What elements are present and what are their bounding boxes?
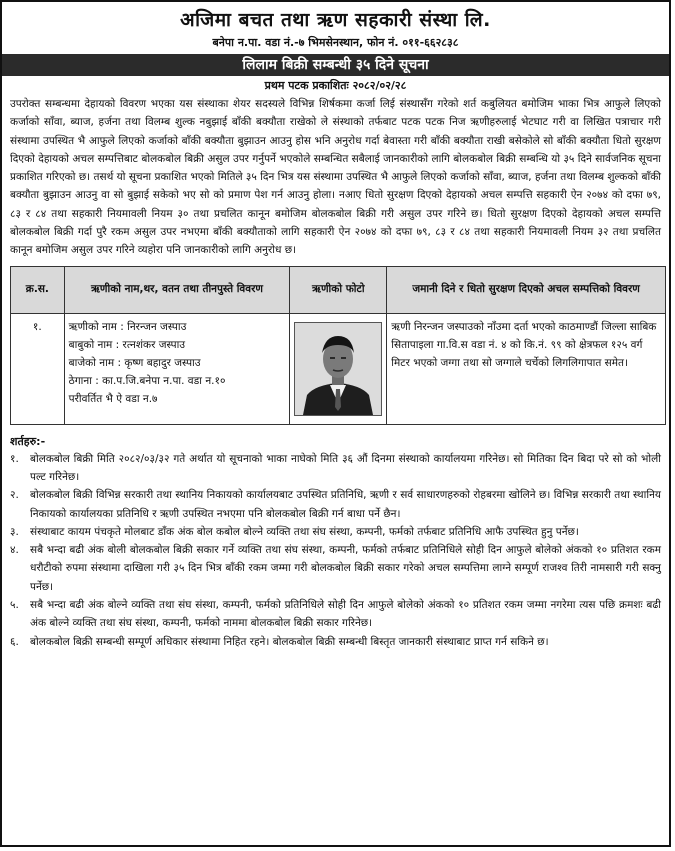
term-item — [10, 486, 661, 523]
term-number: ३. — [10, 525, 19, 538]
term-number: ५. — [10, 599, 19, 612]
term-item — [10, 523, 661, 541]
debtor-photo — [294, 322, 382, 416]
org-address: बनेपा न.पा. वडा नं.-७ भिमसेनस्थान, फोन नं. ०११-६६२८३८ — [212, 36, 459, 49]
col-header-sn: क्र.स. — [11, 266, 65, 313]
col-header-property: जमानी दिने र धितो सुरक्षण दिएको अचल सम्पत्तिको विवरण — [387, 266, 666, 313]
table-header-row — [11, 266, 666, 313]
intro-paragraph: उपरोक्त सम्बन्धमा देहायको विवरण भएका यस संस्थाका शेयर सदस्यले विभिन्न शिर्षकमा कर्जा लिई संस्थासँग गरेको शर्त कबुलियत बमोजिम भाका भित्र आफुले लिएको कर्जाको साँवा, ब्याज, हर्जना तथा विलम्ब शुल्क नबुझाई बाँकी बक्यौता राखेको ले संस्थाको तर्फबाट पटक पटक निज ऋणीहरुलाई भेटघाट गरी वा लिखित पत्राचार गरी संस्थामा उपस्थित भै आफुले लिएको कर्जाको बाँकी बक्यौता बुझाउन आउनु होस भनि अनुरोध गर्दा बेवास्ता गरी बाँकी बक्यौता राखी बसेकोले सो बाँकी बक्यौता धितो सुरक्षण दिएको देहायको अचल सम्पत्तिबाट बोलकबोल बिक्री असुल उपर गर्नुपर्ने भएकोले सम्बन्धित सबैलाई जानकारीको लागि बोलकबोल बिक्री सम्बन्धि यो ३५ दिने सार्वजनिक सूचना प्रकाशित गरिएको छ। तसर्थ यो सूचना प्रकाशित भएको मितिले ३५ दिन भित्र यस संस्थामा उपस्थित भै आफुले लिएको कर्जाको साँवा, ब्याज, हर्जना तथा विलम्ब शुल्कको बाँकी बक्यौता बुझाउन आउनु वा सो बुझाई सकेको भए सो को प्रमाण पेश गर्न आउनु होला। नआए धितो सुरक्षण दिएको देहायको अचल सम्पत्ति सहकारी ऐन २०७४ को दफा ७९, ८३ र ८४ तथा सहकारी नियमावली नियम ३० तथा प्रचलित कानून बमोजिम बोलकबोल बिक्री गरी असुल उपर गरिने छ। धितो सुरक्षण दिएको देहायको अचल सम्पत्ति बोलकबोल बिक्री गर्दा पुरै रकम असुल उपर नभएमा बाँकी बक्यौताको लागि सहकारी ऐन २०७४ को दफा ७९, ८३ र ८४ तथा सहकारी नियमावली नियम ३२ तथा प्रचलित कानून बमोजिम असुल उपर गरिने व्यहोरा पनि जानकारीको लागि अनुरोध छ। — [10, 98, 661, 257]
term-item — [10, 596, 661, 633]
term-text: संस्थाबाट कायम पंचकृते मोलबाट डाँक अंक बोल कबोल बोल्ने व्यक्ति तथा संघ संस्था, कम्पनी, फर्मको तर्फबाट प्रतिनिधि आफै उपस्थित हुनु पर्नेछ। — [30, 525, 579, 538]
col-header-debtor-details: ऋणीको नाम,थर, वतन तथा तीनपुस्ते विवरण — [64, 266, 290, 313]
publication-date: प्रथम पटक प्रकाशितः २०८२/०२/२८ — [264, 79, 407, 92]
term-text: बोलकबोल बिक्री विभिन्न सरकारी तथा स्थानिय निकायको कार्यालयबाट उपस्थित प्रतिनिधि, ऋणी र सर्व साधारणहरुको रोहबरमा खोलिने छ। विभिन्न सरकारी तथा स्थानिय निकायको कार्यालयका प्रतिनिधि र ऋणी उपस्थित नभएमा पनि बोलकबोल बिक्री गर्न बाधा पर्ने छैन। — [30, 489, 661, 520]
term-number: ४. — [10, 544, 19, 557]
debtor-name: ऋणीको नाम : निरन्जन जस्पाउ — [68, 320, 187, 333]
org-name: अजिमा बचत तथा ऋण सहकारी संस्था लि. — [180, 9, 491, 31]
term-text: बोलकबोल बिक्री मिति २०८२/०३/३२ गते अर्थात यो सूचनाको भाका नाघेको मिति ३६ औं दिनमा संस्थाको कार्यालयमा गरिनेछ। सो मितिका दिन बिदा परे सो को भोली पल्ट गरिनेछ। — [30, 452, 661, 483]
father-name: बाबुको नाम : रत्नशंकर जस्पाउ — [68, 338, 186, 351]
row-debtor-details — [64, 313, 290, 424]
notice-title-banner: लिलाम बिक्री सम्बन्धी ३५ दिने सूचना — [2, 54, 669, 76]
grandfather-name: बाजेको नाम : कृष्ण बहादुर जस्पाउ — [68, 356, 201, 369]
term-number: ६. — [10, 635, 19, 648]
term-text: बोलकबोल बिक्री सम्बन्धी सम्पूर्ण अधिकार संस्थामा निहित रहने। बोलकबोल बिक्री सम्बन्धी बिस्तृत जानकारी संस्थाबाट प्राप्त गर्न सकिने छ। — [30, 635, 549, 648]
row-sn: १. — [11, 313, 65, 424]
col-header-photo: ऋणीको फोटो — [290, 266, 387, 313]
term-item — [10, 541, 661, 596]
term-text: सबै भन्दा बढी अंक बोल्ने व्यक्ति तथा संघ संस्था, कम्पनी, फर्मको प्रतिनिधिले सोही दिन आफुले बोलेको अंकको १० प्रतिशत रकम जम्मा नगरेमा त्यस पछि क्रमशः बढी अंक बोल्ने व्यक्ति तथा संघ संस्था, कम्पनी, फर्मको नाममा बोलकबोल बिक्री सकार गरिनेछ। — [30, 599, 661, 630]
address-line-changed: परीवर्तित भै ऐ वडा न.७ — [68, 392, 158, 405]
terms-heading: शर्तहरु:- — [10, 434, 46, 448]
debtor-table — [10, 266, 666, 425]
term-number: १. — [10, 452, 19, 465]
row-photo-cell — [290, 313, 387, 424]
term-item — [10, 450, 661, 487]
address-line: ठेगाना : का.प.जि.बनेपा न.पा. वडा न.१० — [68, 374, 226, 387]
terms-list — [2, 450, 669, 651]
table-row — [11, 313, 666, 424]
term-number: २. — [10, 489, 19, 502]
term-text: सबै भन्दा बढी अंक बोली बोलकबोल बिक्री सकार गर्ने व्यक्ति तथा संघ संस्था, कम्पनी, फर्मको तर्फबाट प्रतिनिधिले सोही दिन आफुले बोलेको अंकको १० प्रतिशत रकम धरौटीको रुपमा संस्थामा दाखिला गरी ३५ दिन भित्र बाँकी रकम जम्मा गरी बोलकबोल बिक्री सकार गरेको अचल सम्पत्तिमा लाग्ने सम्पूर्ण राजश्व तिरी नामसारी गरी सक्नु पर्नेछ। — [30, 544, 661, 593]
row-property-details: ऋणी निरन्जन जस्पाउको नाँउमा दर्ता भएको काठमाण्डौं जिल्ला साबिक सितापाइला गा.वि.स वडा नं. ४ को कि.नं. ९९ को क्षेत्रफल १२५ वर्ग मिटर भएको जग्गा तथा सो जग्गाले चर्चेको लिगलिगापात समेत। — [387, 313, 666, 424]
term-item — [10, 633, 661, 651]
